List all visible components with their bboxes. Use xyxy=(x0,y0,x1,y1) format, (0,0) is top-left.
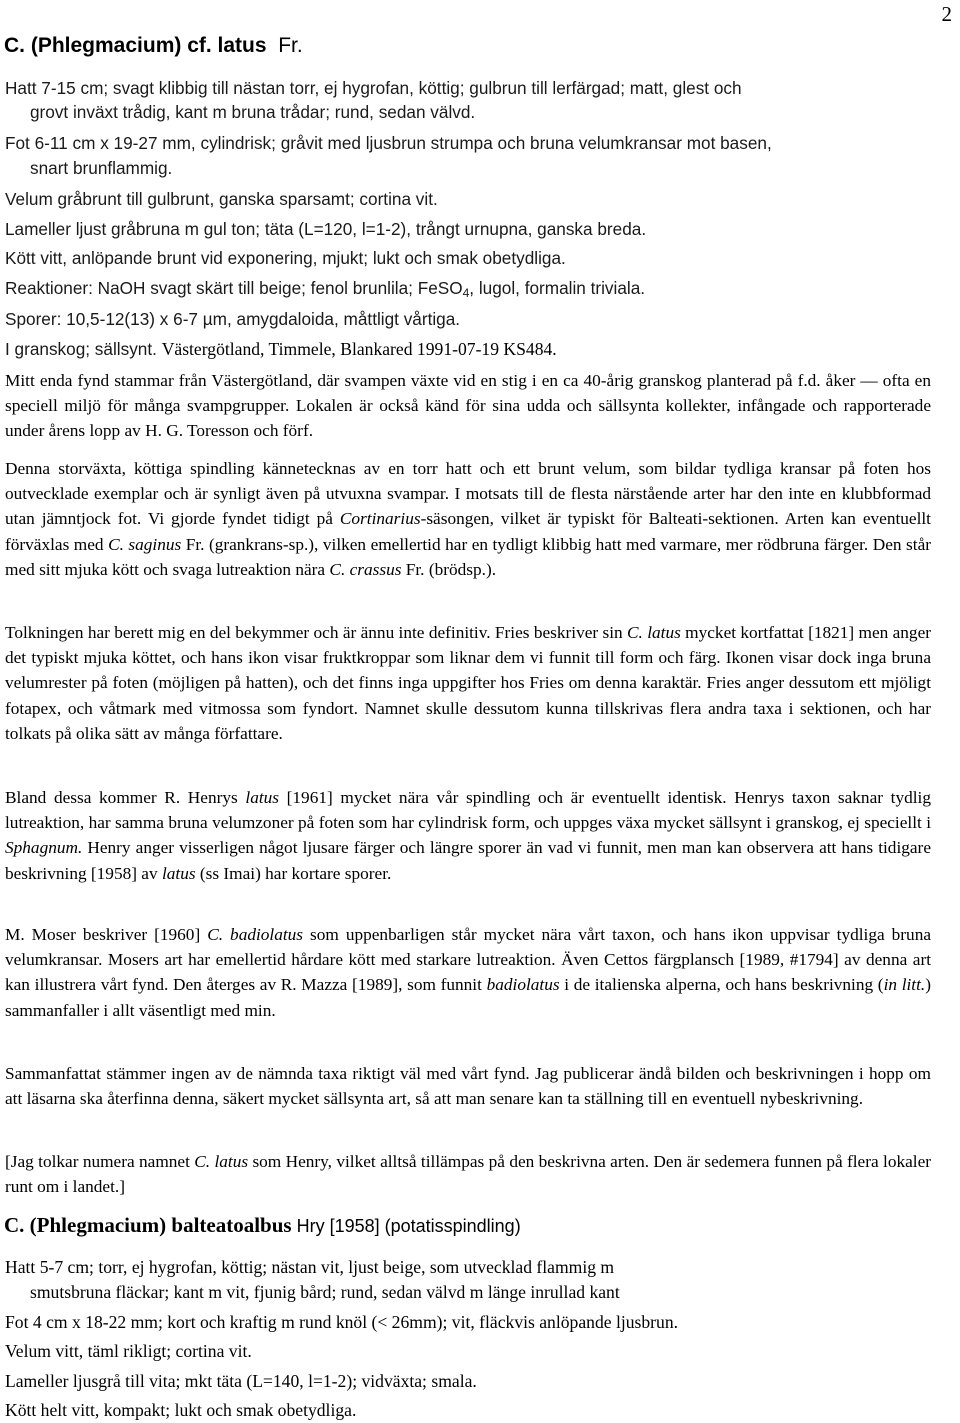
p5-text-b: som uppenbarligen står mycket nära vårt taxon, och hans ikon uppvisar tydliga bruna velumkransar. Mosers art har emellertid hårdare kött med starkare lutreaktion. Även Cettos färgplansch [1989, #1794] av denna art kan illustrera vårt fynd. Den återges av R. Mazza [1989], som funnit xyxy=(5,925,931,995)
description-lameller: Lameller ljust gråbruna m gul ton; täta (L=120, l=1-2), trångt urnupna, ganska breda. xyxy=(5,219,647,239)
p5-in-litt: in litt. xyxy=(883,975,926,995)
species-heading xyxy=(4,34,303,58)
reaktioner-text: Reaktioner: NaOH svagt skärt till beige; fenol brunlila; FeSO xyxy=(5,278,463,298)
p7-taxon-latus: C. latus xyxy=(194,1152,249,1171)
page-number: 2 xyxy=(941,2,952,26)
p2-text-a: Denna storväxta, köttiga spindling kännetecknas av en torr hatt och ett brunt velum, som bildar tydliga kransar på foten hos outvecklade exemplar och är synligt även på utvuxna svampar. I motsats till de flesta närstående arter har den inte en klubbformad utan jämntjock fot. Vi gjorde fyndet tidigt på xyxy=(5,459,931,529)
species-author: Fr. xyxy=(278,34,303,57)
species2-velum: Velum vitt, täml rikligt; cortina vit. xyxy=(5,1341,252,1361)
species2-author: Hry [1958] (potatisspindling) xyxy=(291,1216,521,1236)
p4-text-b: [1961] mycket nära vår spindling och är eventuellt identisk. Henrys taxon saknar tydlig lutreaktion, har samma bruna velumzoner på foten som har cylindrisk form, och uppges växa mycket sällsynt i granskog, ej speciellt i xyxy=(5,788,931,833)
species2-heading xyxy=(4,1213,521,1238)
species2-lameller: Lameller ljusgrå till vita; mkt täta (L=140, l=1-2); vidväxta; smala. xyxy=(5,1371,477,1391)
p2-taxon-saginus: C. saginus xyxy=(108,534,182,554)
p5-text-a: M. Moser beskriver [1960] xyxy=(5,925,208,944)
paragraph-characteristics xyxy=(5,456,931,582)
paragraph-summary-text: Sammanfattat stämmer ingen av de nämnda taxa riktigt väl med vårt fynd. Jag publicerar ändå bilden och beskrivningen i hopp om att läsarna ska återfinna denna, säkert mycket sällsynta art, så att man senare kan ta ställning till en eventuell nybeskrivning. xyxy=(5,1064,931,1109)
paragraph-moser xyxy=(5,922,931,1023)
p4-text-d: (ss Imai) har kortare sporer. xyxy=(195,863,392,883)
description-fot: Fot 6-11 cm x 19-27 mm, cylindrisk; gråvit med ljusbrun strumpa och bruna velumkransar mot basen, xyxy=(5,133,772,153)
description-reaktioner xyxy=(5,277,935,304)
description-sporer: Sporer: 10,5-12(13) x 6-7 µm, amygdaloida, måttligt vårtiga. xyxy=(5,309,461,329)
p2-text-b: -säsongen, vilket är typiskt för Balteati-sektionen. Arten kan eventuellt förväxlas med xyxy=(5,509,931,554)
p4-taxon-latus-2: latus xyxy=(161,863,196,883)
species2-kott: Kött helt vitt, kompakt; lukt och smak obetydliga. xyxy=(5,1400,357,1420)
description-fot-cont: snart brunflammig. xyxy=(30,158,173,178)
species2-name: C. (Phlegmacium) balteatoalbus xyxy=(4,1213,292,1237)
species2-hatt-cont: smutsbruna fläckar; kant m vit, fjunig bård; rund, sedan välvd m länge inrullad kant xyxy=(30,1282,620,1302)
p4-taxon-latus: latus xyxy=(245,788,279,807)
reaktioner-subscript: 4 xyxy=(462,286,470,300)
p2-text-d: Fr. (brödsp.). xyxy=(401,559,497,579)
description-hatt-cont: grovt inväxt trådig, kant m bruna trådar; rund, sedan välvd. xyxy=(30,102,476,122)
p2-genus: Cortinarius xyxy=(339,509,421,529)
paragraph-note xyxy=(5,1149,931,1199)
description-velum: Velum gråbrunt till gulbrunt, ganska sparsamt; cortina vit. xyxy=(5,189,438,209)
p2-taxon-crassus: C. crassus xyxy=(329,559,402,579)
description-hatt: Hatt 7-15 cm; svagt klibbig till nästan torr, ej hygrofan, köttig; gulbrun till lerfärgad; matt, glest och xyxy=(5,78,742,98)
paragraph-finding-text: Mitt enda fynd stammar från Västergötland, där svampen växte vid en stig i en ca 40-årig granskog planterad på f.d. åker — ofta en speciell miljö för många svampgrupper. Lokalen är också känd för sina udda och sällsynta kollekter, infångade och rapporterade under årens lopp av H. G. Toresson och förf. xyxy=(5,371,931,441)
p4-text-c: Henry anger visserligen något ljusare färger och längre sporer än vad vi funnit, men man kan observera att hans tidigare beskrivning [1958] av xyxy=(5,838,931,883)
p3-taxon-latus: C. latus xyxy=(627,623,681,642)
p5-text-c: i de italienska alperna, och hans beskrivning ( xyxy=(559,975,884,995)
p5-taxon-badiolatus: C. badiolatus xyxy=(207,925,304,944)
habitat-text: I granskog; sällsynt. xyxy=(5,339,157,359)
p5-text-d: ) sammanfaller i allt väsentligt med min. xyxy=(5,975,931,1020)
p5-taxon-badiolatus-2: badiolatus xyxy=(486,975,560,995)
paragraph-summary xyxy=(5,1061,931,1111)
paragraph-finding xyxy=(5,368,931,444)
paragraph-interpretation xyxy=(5,620,931,746)
species-name: C. (Phlegmacium) cf. latus xyxy=(4,34,267,57)
species2-hatt: Hatt 5-7 cm; torr, ej hygrofan, köttig; nästan vit, ljust beige, som utvecklad flammig m xyxy=(5,1257,615,1277)
p2-text-c: Fr. (grankrans-sp.), vilken emellertid har en tydligt klibbig hatt med varmare, mer rödbruna färger. Den står med sitt mjuka kött och svaga lutreaktion nära xyxy=(5,534,931,579)
p7-text-a: [Jag tolkar numera namnet xyxy=(5,1152,195,1171)
p4-genus-sphagnum: Sphagnum. xyxy=(5,838,83,858)
description-kott: Kött vitt, anlöpande brunt vid exponering, mjukt; lukt och smak obetydliga. xyxy=(5,248,566,268)
p3-text-b: mycket kortfattat [1821] men anger det typiskt mjuka köttet, och hans ikon visar fruktkroppar som liknar dem vi funnit till form och färg. Ikonen visar dock inga bruna velumrester på foten (möjligen på hatten), och det finns inga uppgifter hos Fries om denna karaktär. Fries anger dessutom ett mjöligt fotapex, och våtmark med vitmossa som fyndort. Namnet skulle dessutom kunna tillskrivas flera andra taxa i sektionen, och har tolkats på olika sätt av många författare. xyxy=(5,623,931,743)
description-habitat xyxy=(5,338,935,360)
reaktioner-text-end: , lugol, formalin triviala. xyxy=(469,278,646,298)
p7-text-b: som Henry, vilket alltså tillämpas på den beskrivna arten. Den är sedemera funnen på flera lokaler runt om i landet.] xyxy=(5,1152,931,1197)
p3-text-a: Tolkningen har berett mig en del bekymmer och är ännu inte definitiv. Fries beskriver sin xyxy=(5,623,628,642)
paragraph-henry xyxy=(5,785,931,886)
p4-text-a: Bland dessa kommer R. Henrys xyxy=(5,788,246,807)
species2-fot: Fot 4 cm x 18-22 mm; kort och kraftig m rund knöl (< 26mm); vit, fläckvis anlöpande ljusbrun. xyxy=(5,1312,679,1332)
locality-text: Västergötland, Timmele, Blankared 1991-07-19 KS484. xyxy=(161,339,557,359)
